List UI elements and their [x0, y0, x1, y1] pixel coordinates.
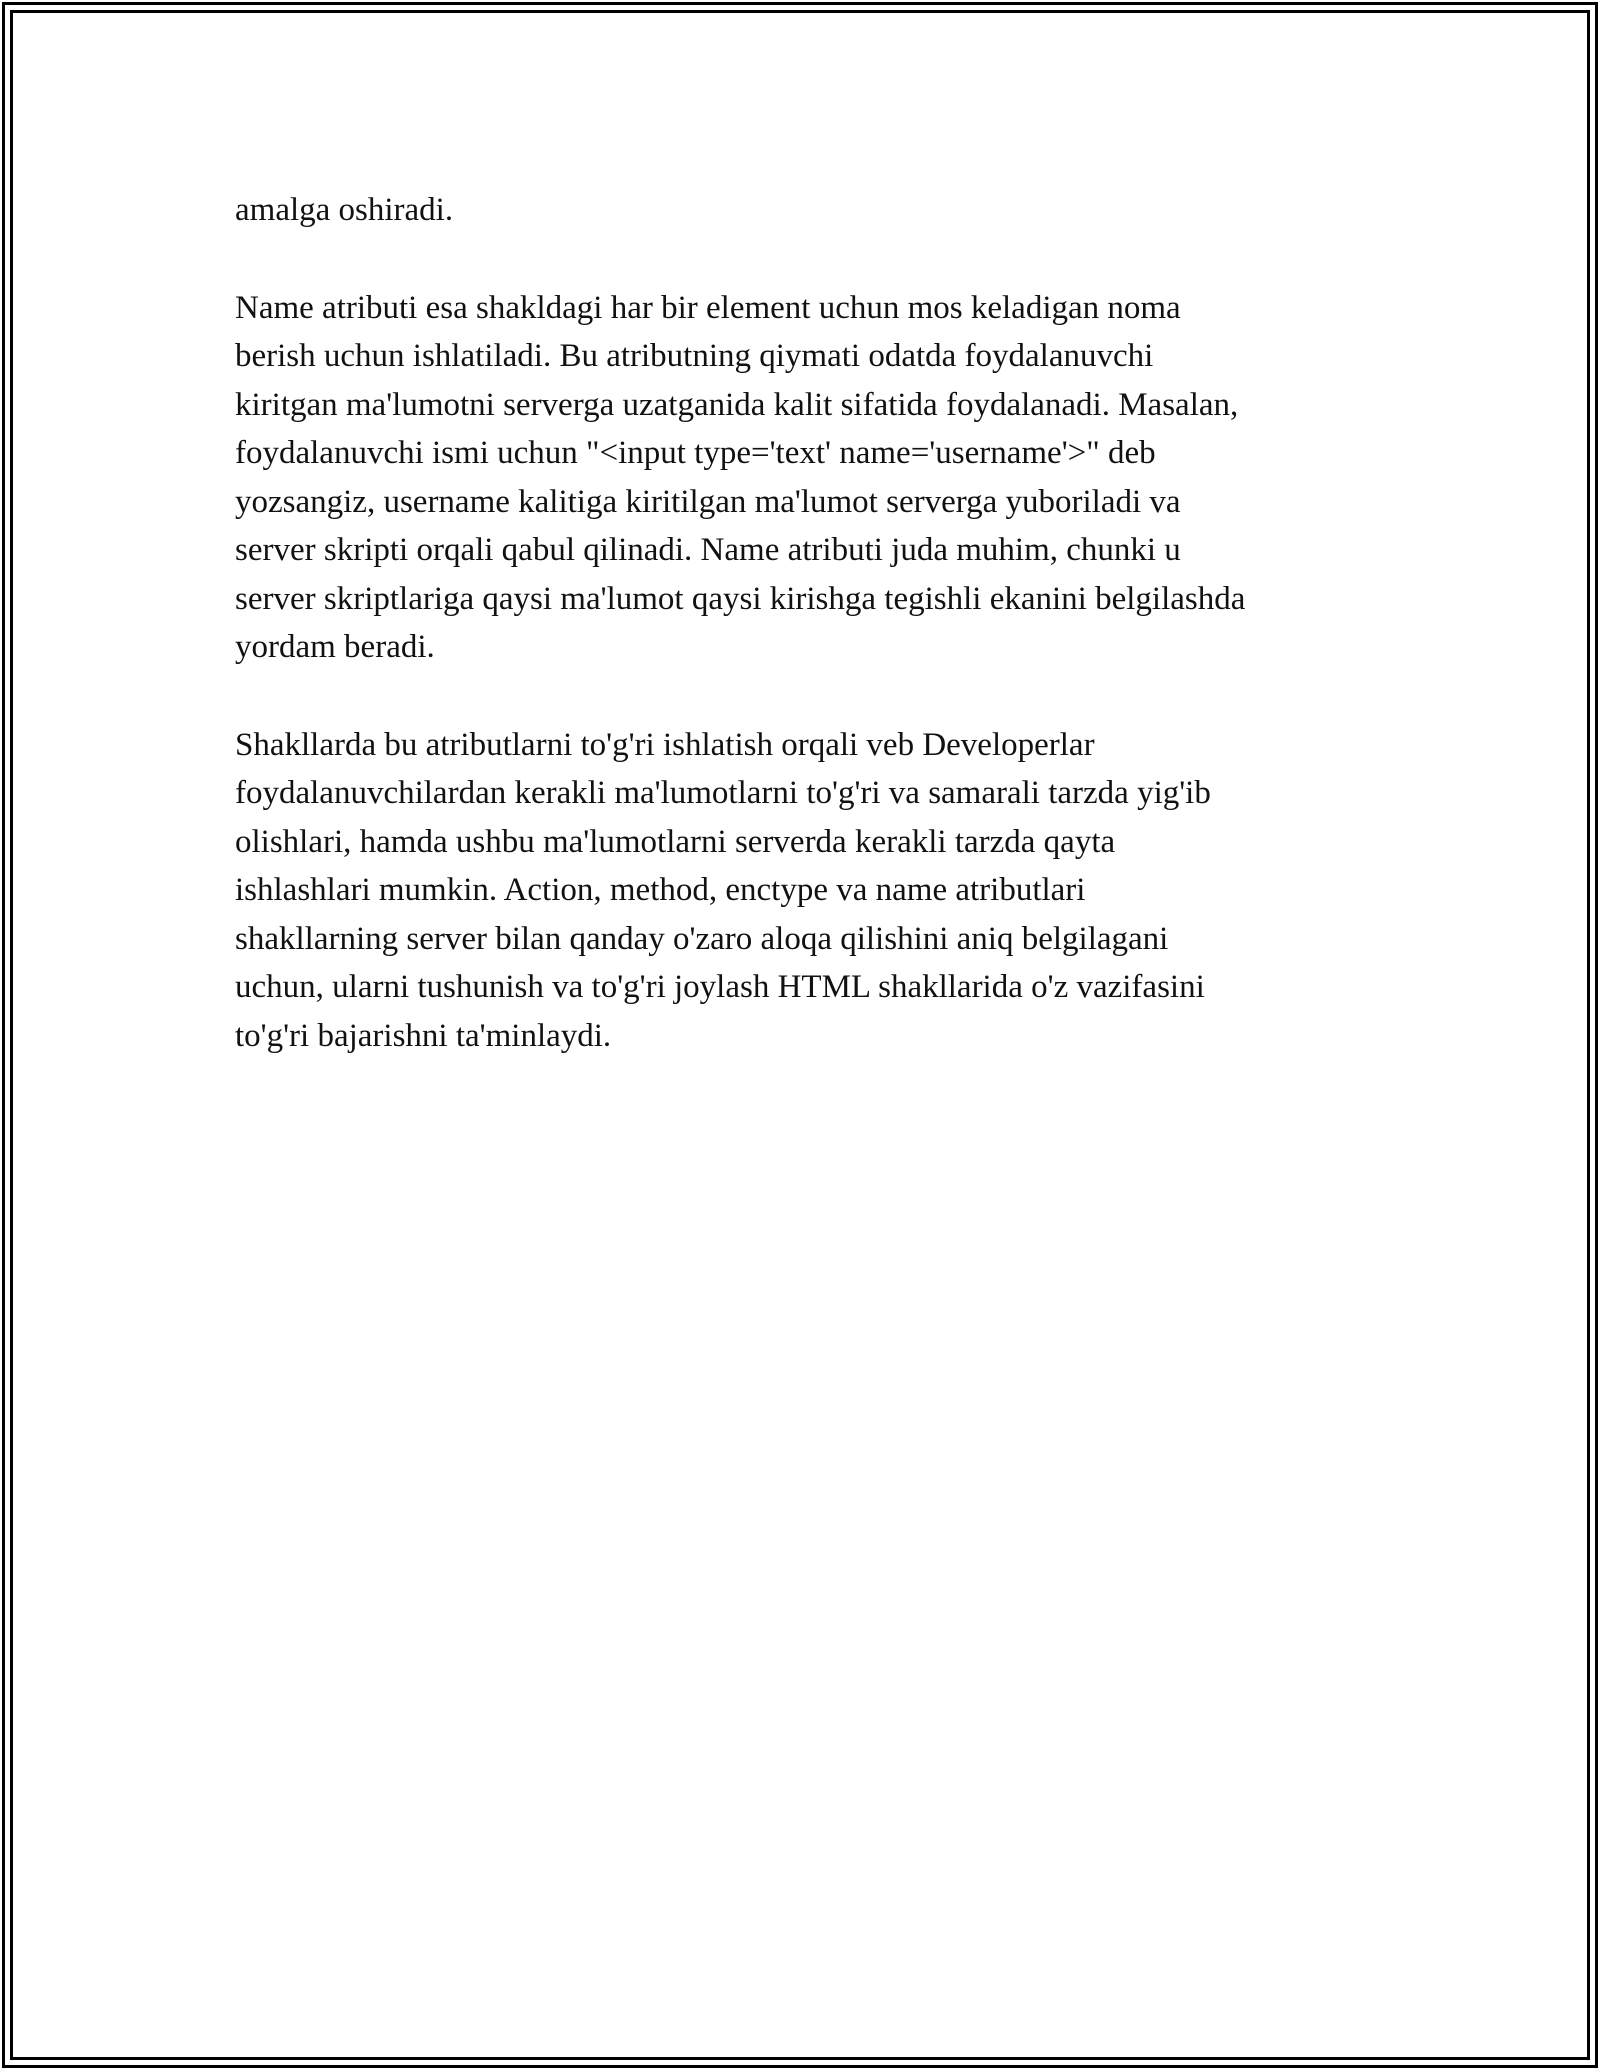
paragraph-summary: Shakllarda bu atributlarni to'g'ri ishlatish orqali veb Developerlar foydalanuvchilardan kerakli ma'lumotlarni to'g'ri va samarali tarzda yig'ib olishlari, hamda ushbu ma'lumotlarni serverda kerakli tarzda qayta ishlashlari mumkin. Action, method, enctype va name atributlari shakllarning server bilan qanday o'zaro aloqa qilishini aniq belgilagani uchun, ularni tushunish va to'g'ri joylash HTML shakllarida o'z vazifasini to'g'ri bajarishni ta'minlaydi.: [235, 726, 1211, 1054]
paragraph-continuation: amalga oshiradi.: [235, 192, 454, 228]
paragraph-name-attribute: Name atributi esa shakldagi har bir element uchun mos keladigan noma berish uchun ishlatiladi. Bu atributning qiymati odatda foydalanuvchi kiritgan ma'lumotni serverga uzatganida kalit sifatida foydalanadi. Masalan, foydalanuvchi ismi uchun "<input type='text' name='username'>" deb yozsangiz, username kalitiga kiritilgan ma'lumot serverga yuboriladi va server skripti orqali qabul qilinadi. Name atributi juda muhim, chunki u server skriptlariga qaysi ma'lumot qaysi kirishga tegishli ekanini belgilashda yordam beradi.: [235, 289, 1246, 665]
document-body: [235, 186, 1375, 1109]
